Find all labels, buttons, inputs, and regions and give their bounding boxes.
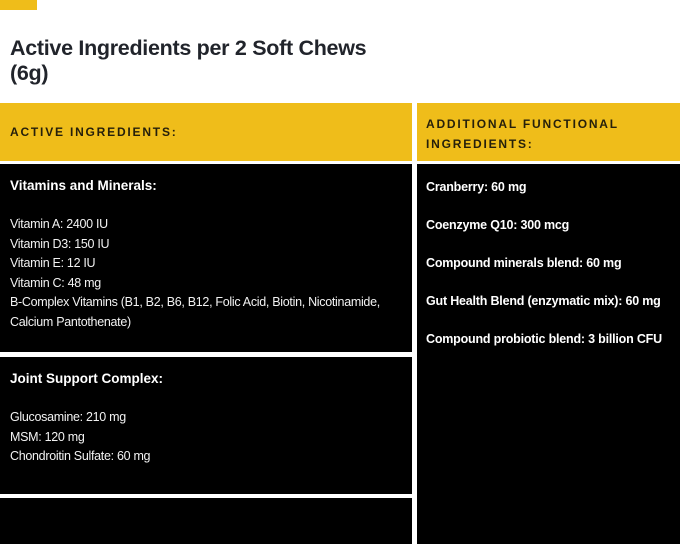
page-title bbox=[10, 36, 440, 86]
ingredient-line: Chondroitin Sulfate: 60 mg bbox=[10, 449, 151, 463]
ingredient-line: Compound minerals blend: 60 mg bbox=[426, 256, 622, 270]
ingredient-line: Coenzyme Q10: 300 mcg bbox=[426, 218, 570, 232]
ingredient-line: Vitamin A: 2400 IU bbox=[10, 217, 108, 231]
ingredient-line: Vitamin E: 12 IU bbox=[10, 256, 96, 270]
active-ingredients-header: ACTIVE INGREDIENTS: bbox=[0, 103, 412, 161]
section-heading: Joint Support Complex: bbox=[10, 371, 163, 386]
ingredient-line: MSM: 120 mg bbox=[10, 429, 85, 444]
joint-support-complex-section bbox=[0, 357, 412, 494]
section-heading: Vitamins and Minerals: bbox=[10, 178, 157, 193]
page-title-line2: (6g) bbox=[10, 61, 49, 85]
additional-ingredients-section bbox=[417, 164, 680, 544]
ingredient-line: Glucosamine: 210 mg bbox=[10, 410, 126, 424]
additional-functional-ingredients-header: ADDITIONAL FUNCTIONAL INGREDIENTS: bbox=[417, 103, 680, 161]
vitamins-and-minerals-section bbox=[0, 164, 412, 352]
ingredient-line: B-Complex Vitamins (B1, B2, B6, B12, Folic Acid, Biotin, Nicotinamide, Calcium Pantothenate) bbox=[10, 295, 380, 329]
ingredient-line: Vitamin D3: 150 IU bbox=[10, 236, 110, 251]
ingredient-line: Cranberry: 60 mg bbox=[426, 180, 527, 194]
ingredient-line: Compound probiotic blend: 3 billion CFU bbox=[426, 332, 662, 346]
ingredient-line: Gut Health Blend (enzymatic mix): 60 mg bbox=[426, 294, 661, 308]
corner-accent-bar bbox=[0, 0, 37, 10]
page-title-line1: Active Ingredients per 2 Soft Chews bbox=[10, 36, 367, 60]
ingredient-line: Vitamin C: 48 mg bbox=[10, 275, 101, 290]
cutoff-bottom-section bbox=[0, 498, 412, 544]
